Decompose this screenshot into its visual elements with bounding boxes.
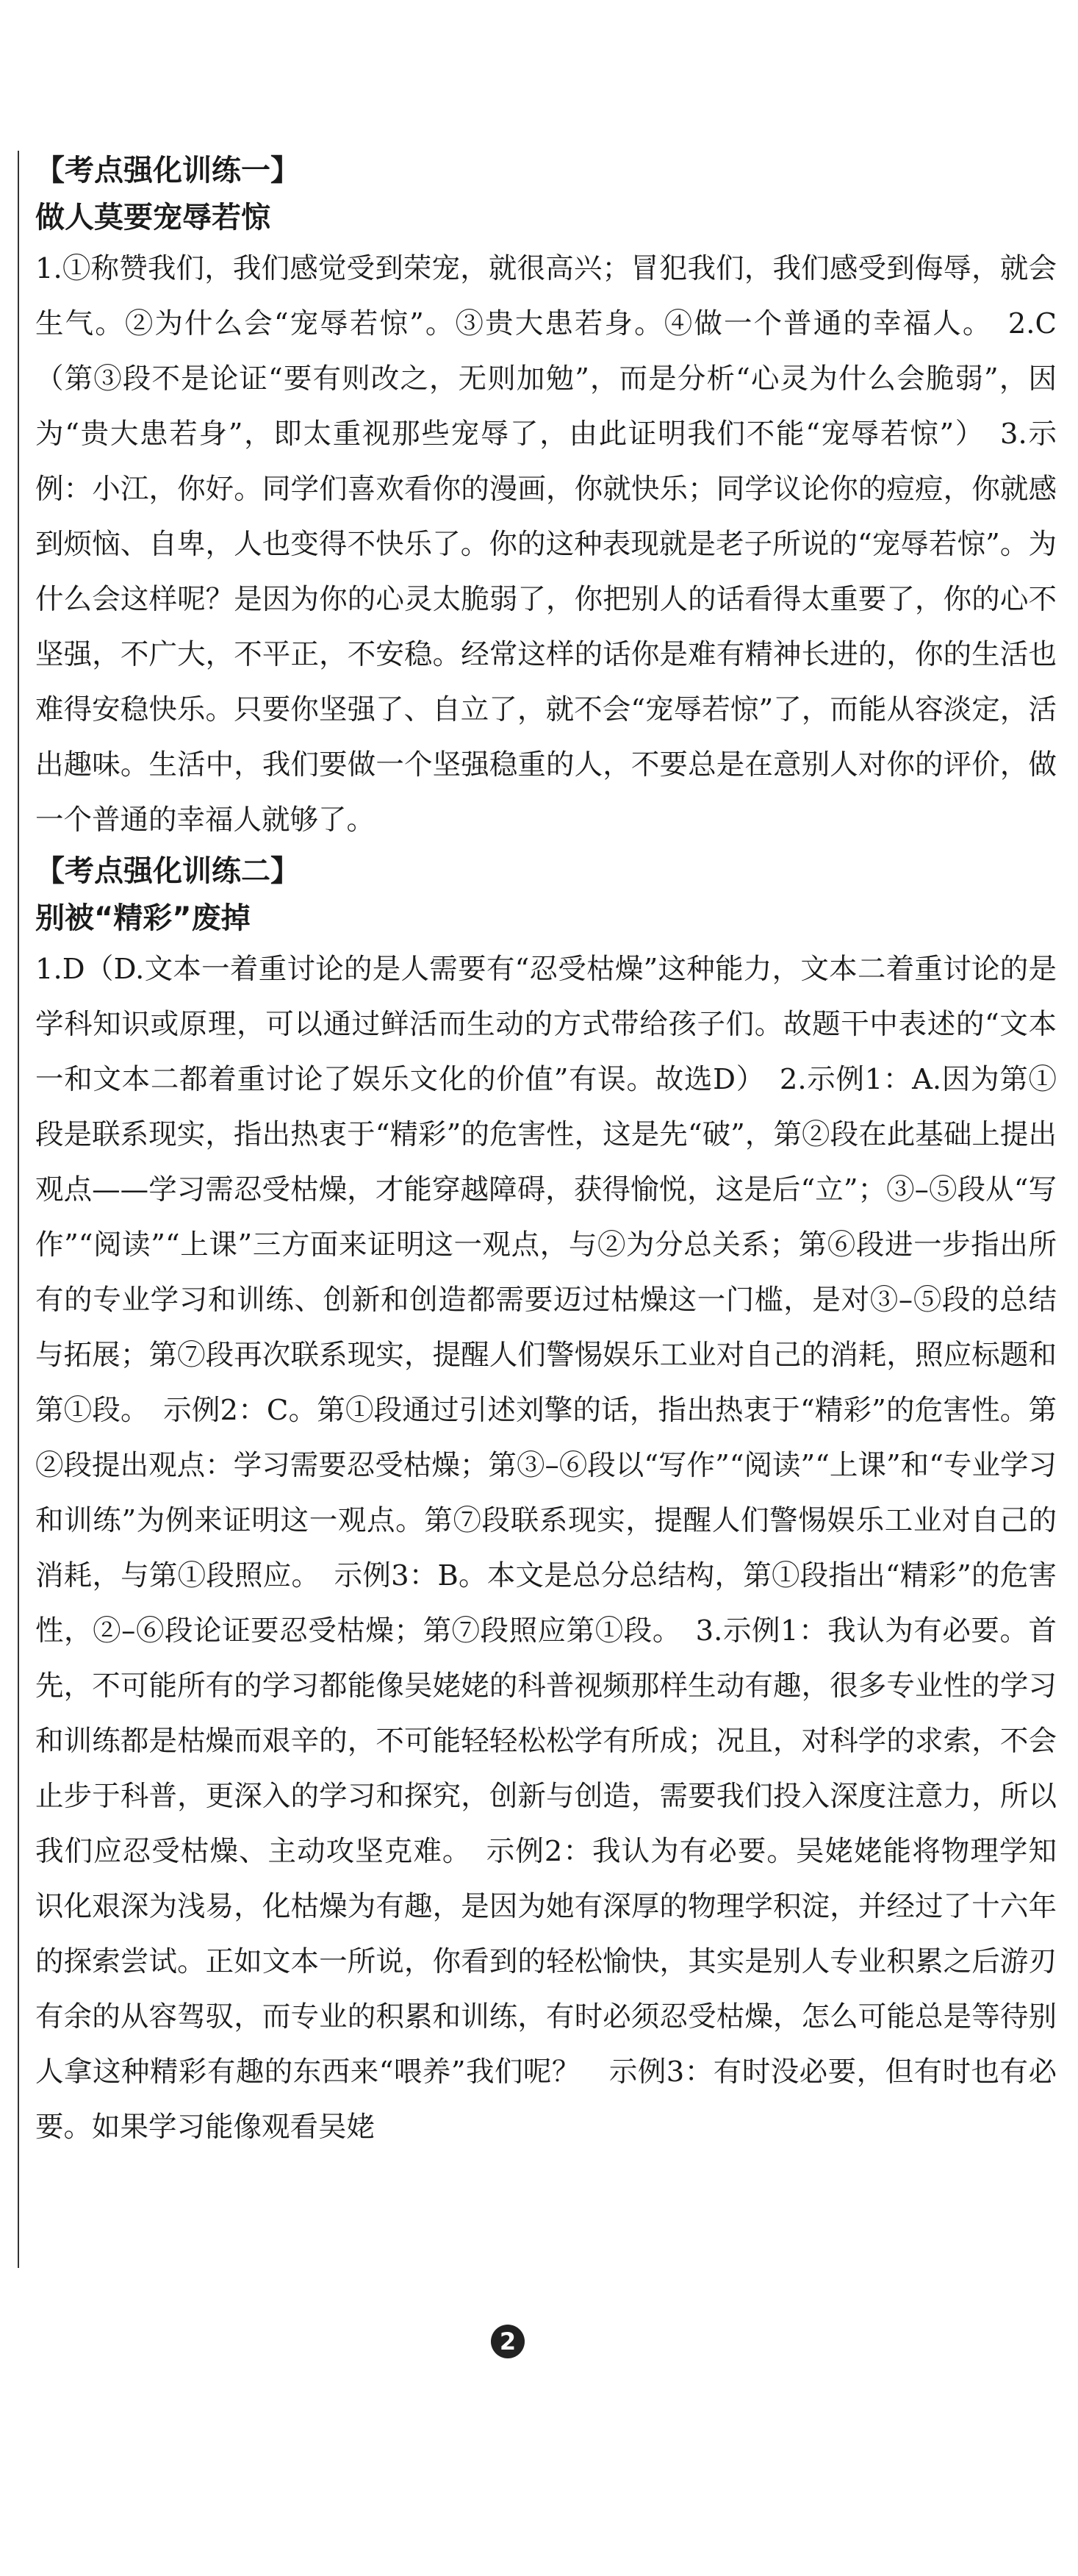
section-label: 【考点强化训练一】 xyxy=(35,154,300,187)
page-number: 2 xyxy=(491,2325,525,2358)
answer-text: 1.D（D.文本一着重讨论的是人需要有“忍受枯燥”这种能力，文本二着重讨论的是学科知识或原理，可以通过鲜活而生动的方式带给孩子们。故题干中表述的“文本一和文本二都着重讨论了娱乐文化的价值”有误。故选D） 2.示例1：A.因为第①段是联系现实，指出热衷于“精彩”的危害性，这是先“破”，第②段在此基础上提出观点——学习需忍受枯燥，才能穿越障碍，获得愉悦，这是后“立”；③–⑤段从“写作”“阅读”“上课”三方面来证明这一观点，与②为分总关系；第⑥段进一步指出所有的专业学习和训练、创新和创造都需要迈过枯燥这一门槛，是对③–⑤段的总结与拓展；第⑦段再次联系现实，提醒人们警惕娱乐工业对自己的消耗，照应标题和第①段。 示例2：C。第①段通过引述刘擎的话，指出热衷于“精彩”的危害性。第②段提出观点：学习需要忍受枯燥；第③–⑥段以“写作”“阅读”“上课”和“专业学习和训练”为例来证明这一观点。第⑦段联系现实，提醒人们警惕娱乐工业对自己的消耗，与第①段照应。 示例3：B。本文是总分总结构，第①段指出“精彩”的危害性，②–⑥段论证要忍受枯燥；第⑦段照应第①段。 3.示例1：我认为有必要。首先，不可能所有的学习都能像吴姥姥的科普视频那样生动有趣，很多专业性的学习和训练都是枯燥而艰辛的，不可能轻轻松松学有所成；况且，对科学的求索，不会止步于科普，更深入的学习和探究，创新与创造，需要我们投入深度注意力，所以我们应忍受枯燥、主动攻坚克难。 示例2：我认为有必要。吴姥姥能将物理学知识化艰深为浅易，化枯燥为有趣，是因为她有深厚的物理学积淀，并经过了十六年的探索尝试。正如文本一所说，你看到的轻松愉快，其实是别人专业积累之后游刃有余的从容驾驭，而专业的积累和训练，有时必须忍受枯燥，怎么可能总是等待别人拿这种精彩有趣的东西来“喂养”我们呢？ 示例3：有时没必要，但有时也有必要。如果学习能像观看吴姥 xyxy=(35,953,1057,2144)
article-title: 别被“精彩”废掉 xyxy=(35,901,251,935)
article-title: 做人莫要宠辱若惊 xyxy=(35,201,270,235)
answer-text: 1.①称赞我们，我们感觉受到荣宠，就很高兴；冒犯我们，我们感受到侮辱，就会生气。②为什么会“宠辱若惊”。③贵大患若身。④做一个普通的幸福人。 2.C（第③段不是论证“要有则改之，无则加勉”，而是分析“心灵为什么会脆弱”，因为“贵大患若身”，即太重视那些宠辱了，由此证明我们不能“宠辱若惊”） 3.示例：小江，你好。同学们喜欢看你的漫画，你就快乐；同学议论你的痘痘，你就感到烦恼、自卑，人也变得不快乐了。你的这种表现就是老子所说的“宠辱若惊”。为什么会这样呢？是因为你的心灵太脆弱了，你把别人的话看得太重要了，你的心不坚强，不广大，不平正，不安稳。经常这样的话你是难有精神长进的，你的生活也难得安稳快乐。只要你坚强了、自立了，就不会“宠辱若惊”了，而能从容淡定，活出趣味。生活中，我们要做一个坚强稳重的人，不要总是在意别人对你的评价，做一个普通的幸福人就够了。 xyxy=(35,252,1057,837)
margin-rule xyxy=(18,151,19,2268)
section-label: 【考点强化训练二】 xyxy=(35,854,300,888)
content-column xyxy=(35,147,1057,2155)
section-training-one xyxy=(35,147,1057,848)
section-training-two xyxy=(35,848,1057,2155)
